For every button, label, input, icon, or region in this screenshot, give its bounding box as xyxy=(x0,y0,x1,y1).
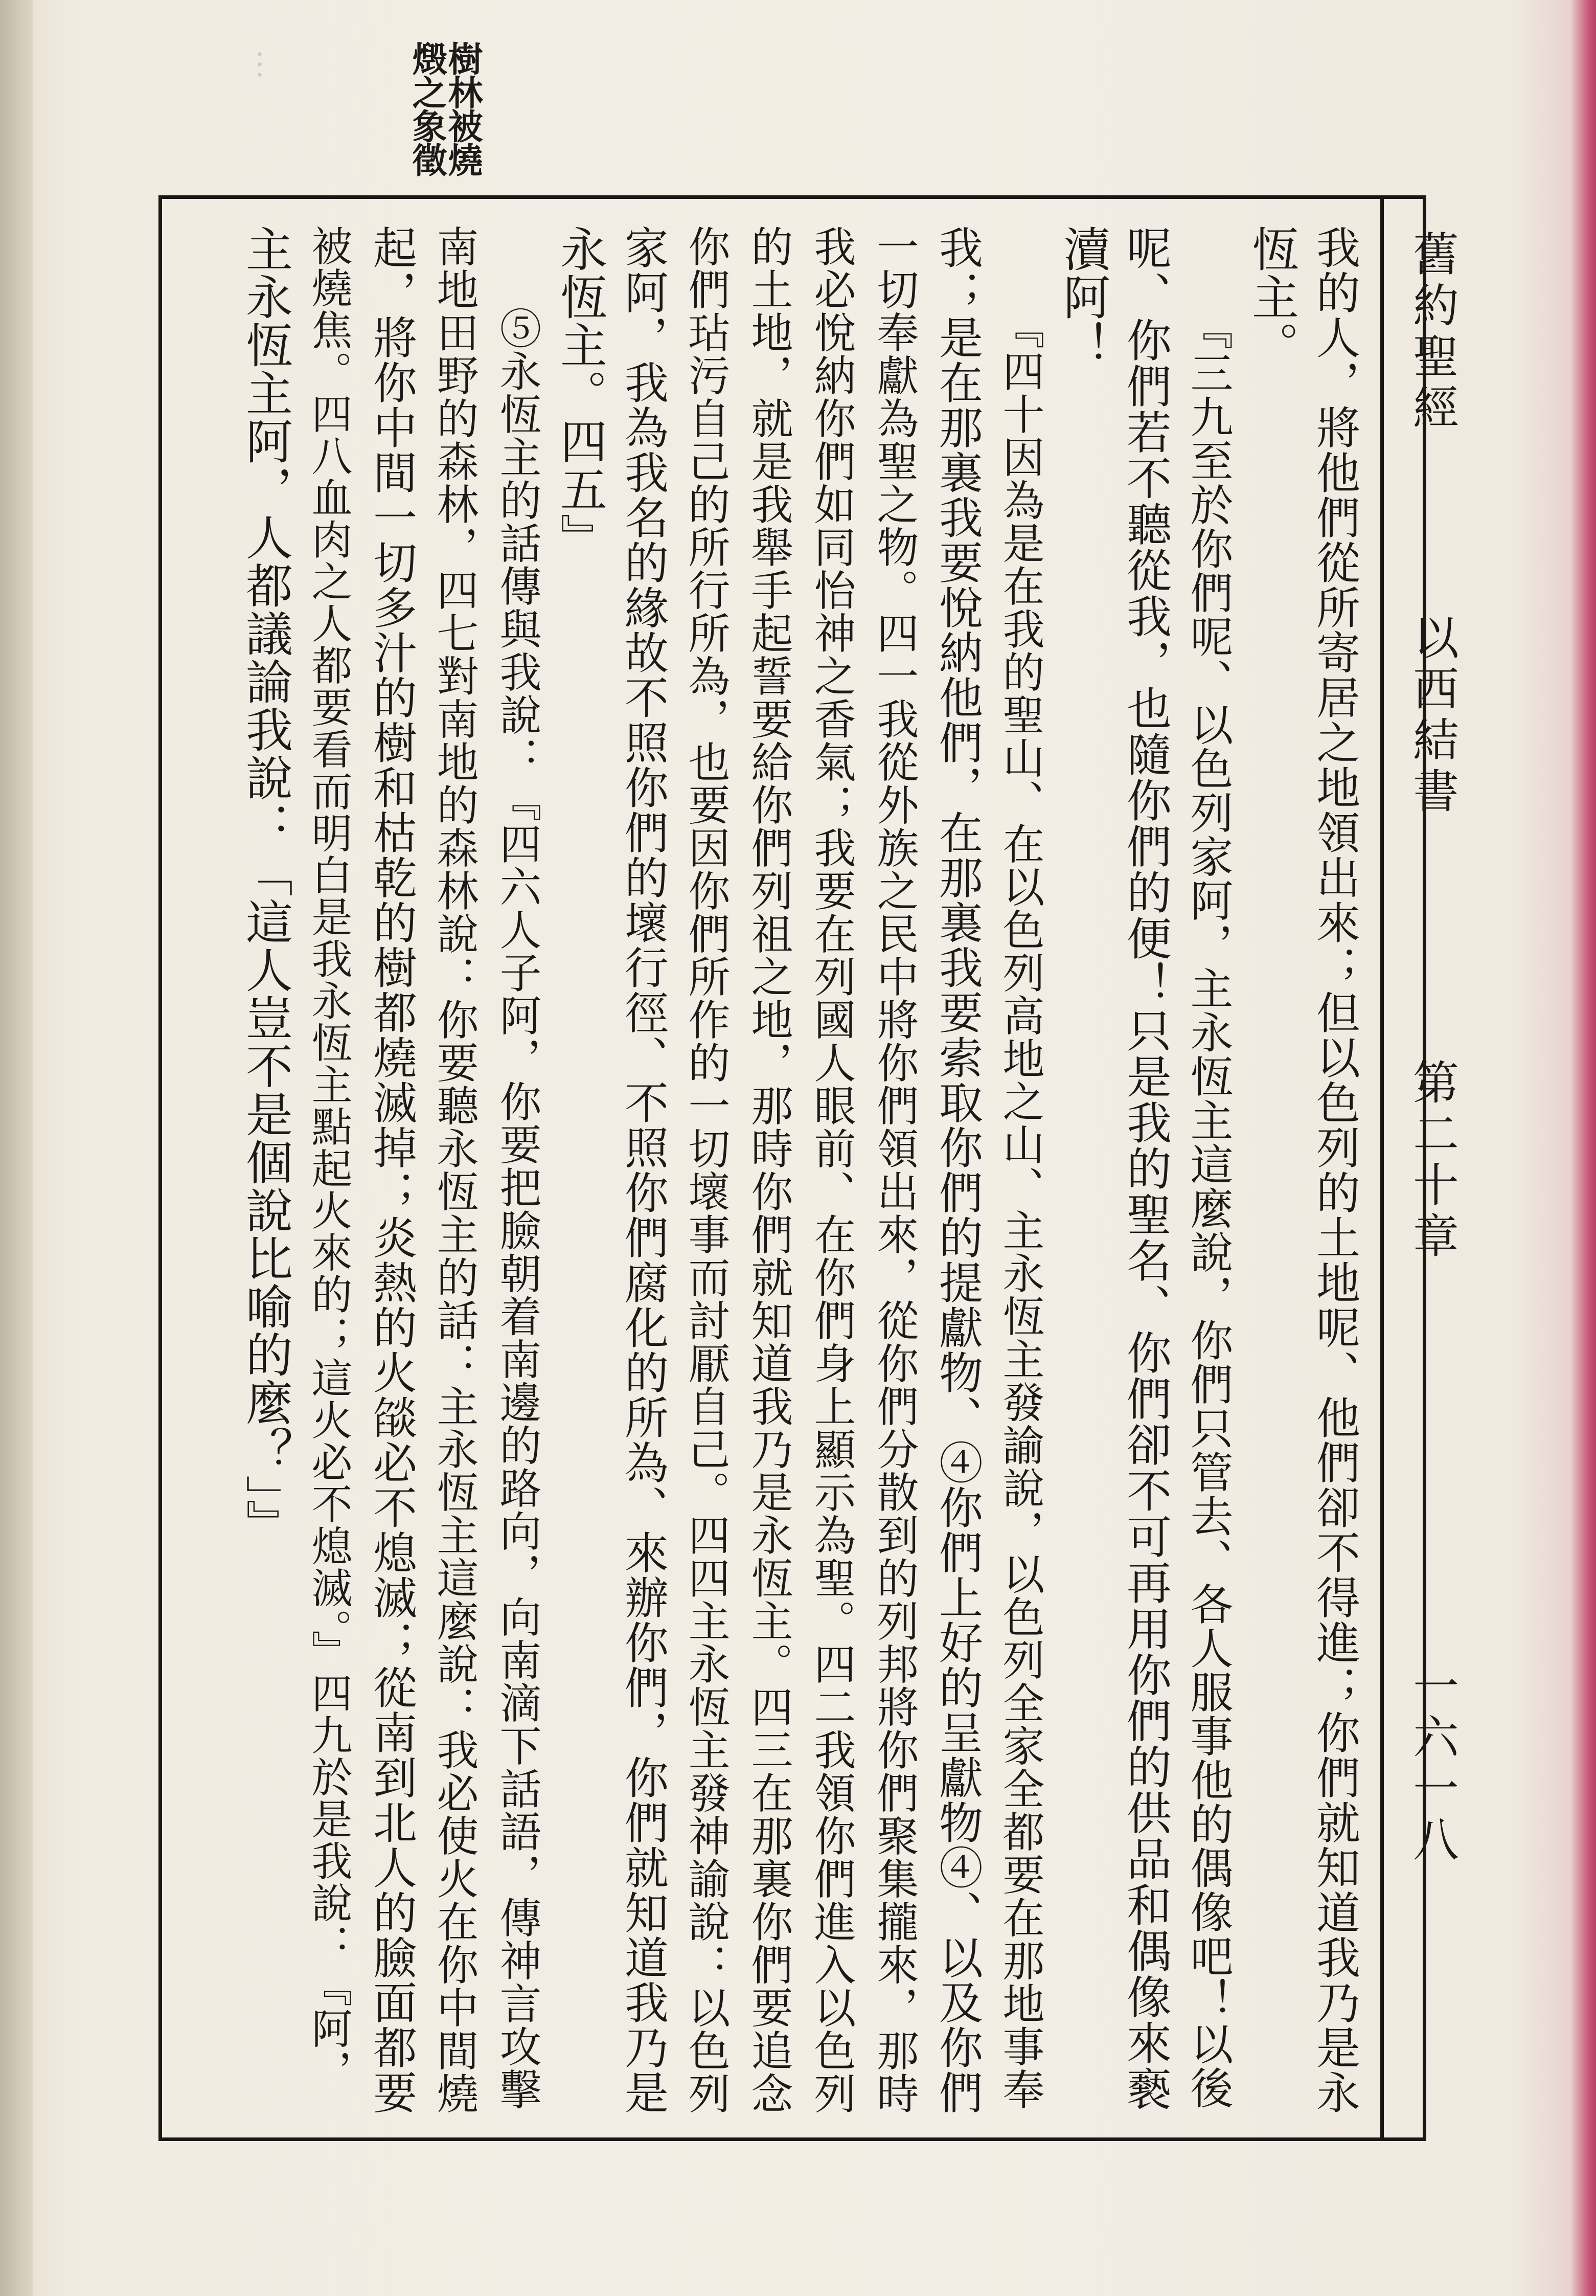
text-column: 南地田野的森林，四七對南地的森林說：你要聽永恆主的話：主永恆主這麼說：我必使火在你中間燒 xyxy=(430,225,478,2115)
binding-gutter xyxy=(0,0,33,2296)
text-column: 家阿，我為我名的緣故不照你們的壞行徑、不照你們腐化的所為、來辦你們，你們就知道我乃是 xyxy=(617,225,668,2115)
running-title: 舊約聖經 xyxy=(1405,230,1458,435)
text-column: 我；是在那裏我要悅納他們，在那裏我要索取你們的提獻物、④你們上好的呈獻物④、以及你們 xyxy=(931,225,983,2115)
text-column: ⑤永恆主的話傳與我說：『四六人子阿，你要把臉朝着南邊的路向，向南滴下話語，傳神言攻擊 xyxy=(493,307,541,2111)
text-column: 永恆主。四五』 xyxy=(553,225,607,561)
page-number: 一六一八 xyxy=(1405,1662,1458,1866)
text-column: 我必悅納你們如同怡神之香氣；我要在列國人眼前、在你們身上顯示為聖。四二我領你們進入以色列 xyxy=(807,225,856,2115)
text-column: 起，將你中間一切多汁的樹和枯乾的樹都燒滅掉；炎熱的火燄必不熄滅；從南到北人的臉面都要 xyxy=(366,225,417,2115)
text-column: 你們玷污自己的所行所為，也要因你們所作的一切壞事而討厭自己。四四主永恆主發神諭說：以色列 xyxy=(681,225,730,2115)
book-section: 以西結書 xyxy=(1405,614,1458,818)
text-column: 被燒焦。四八血肉之人都要看而明白是我永恆主點起火來的；這火必不熄滅。』四九於是我說：『阿， xyxy=(305,225,352,2091)
page-edge-stain xyxy=(1570,0,1596,2296)
text-column: 恆主。 xyxy=(1244,225,1299,369)
text-column: 呢、你們若不聽從我，也隨你們的便！只是我的聖名、你們卻不可再用你們的供品和偶像來褻 xyxy=(1120,225,1172,2112)
header-divider xyxy=(1380,195,1384,2141)
text-column: 的土地，就是我舉手起誓要給你們列祖之地，那時你們就知道我乃是永恆主。四三在那裏你們要追念 xyxy=(744,225,793,2115)
text-column: 『三九至於你們呢、以色列家阿，主永恆主這麼說，你們只管去、各人服事他的偶像吧！以後 xyxy=(1183,307,1234,2110)
margin-note-line-1: 樹林被燒 xyxy=(442,41,483,176)
chapter-heading: 第二十章 xyxy=(1405,1059,1458,1263)
text-column: 瀆阿！ xyxy=(1056,225,1110,369)
bleed-through-text: … xyxy=(250,49,286,80)
text-column: 『四十因為是在我的聖山、在以色列高地之山、主永恆主發諭說，以色列全家全都要在那地事奉 xyxy=(996,307,1044,2111)
text-column: 主永恆主阿，人都議論我說：「這人豈不是個說比喻的麼？」』 xyxy=(238,225,293,1547)
text-column: 一切奉獻為聖之物。四一我從外族之民中將你們領出來，從你們分散到的列邦將你們聚集攏來，那時 xyxy=(870,225,919,2115)
text-column: 我的人，將他們從所寄居之地領出來；但以色列的土地呢、他們卻不得進；你們就知道我乃是永 xyxy=(1309,225,1360,2115)
margin-note-line-2: 燬之象徵 xyxy=(406,41,447,176)
